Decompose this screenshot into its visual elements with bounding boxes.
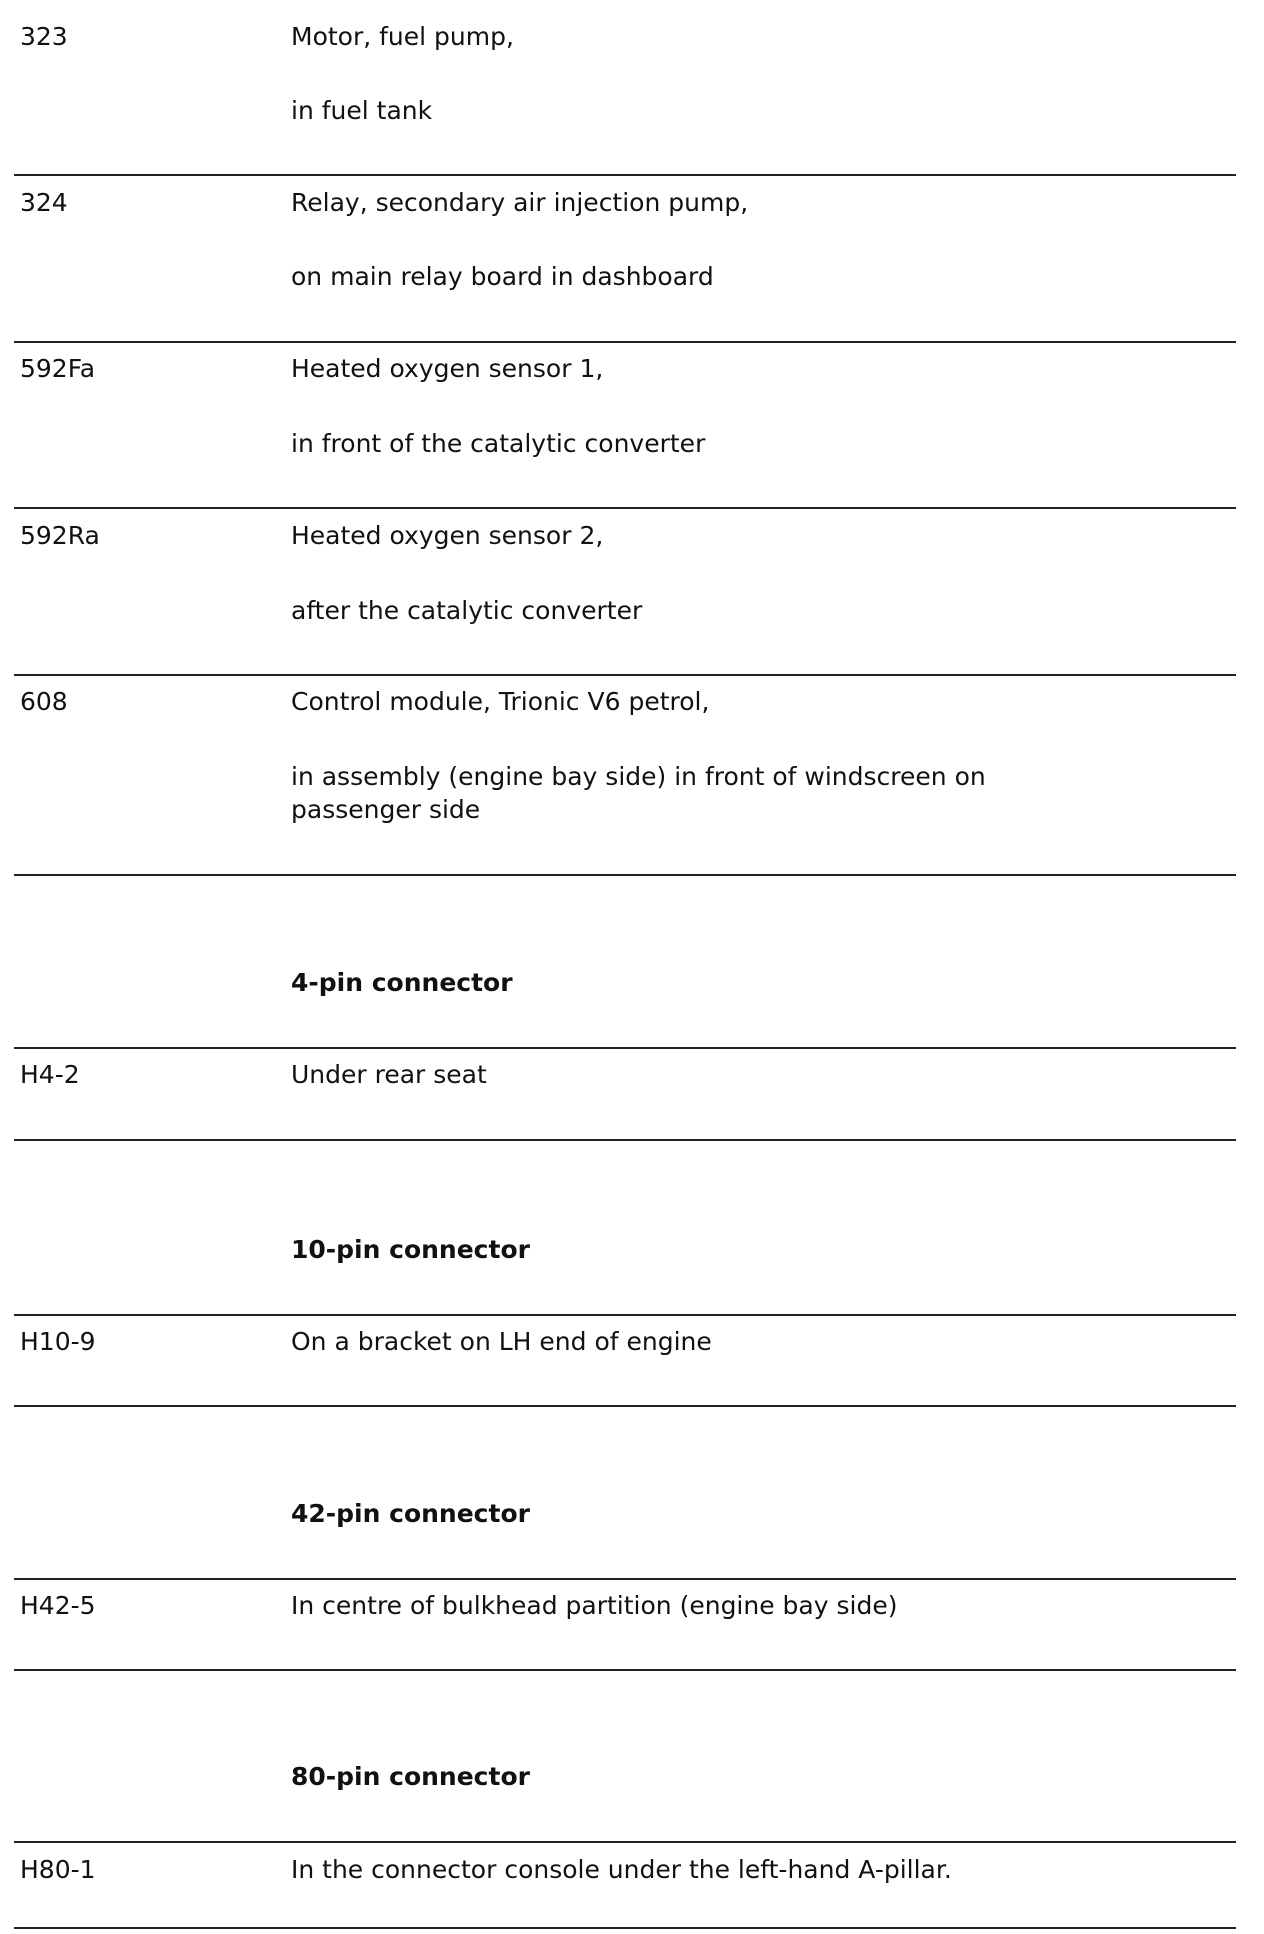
connector-location: Under rear seat [291, 1060, 487, 1089]
row-divider [14, 1578, 1236, 1580]
entry-location-line: in front of the catalytic converter [291, 429, 706, 458]
entry-location-line: on main relay board in dashboard [291, 262, 714, 291]
row-divider [14, 507, 1236, 509]
entry-location-line: after the catalytic converter [291, 596, 643, 625]
entry-location-line: in assembly (engine bay side) in front of windscreen on passenger side [291, 762, 986, 824]
entry-location-line: in fuel tank [291, 96, 433, 125]
entry-code: 608 [20, 687, 68, 716]
row-divider [14, 341, 1236, 343]
connector-code: H80-1 [20, 1855, 96, 1884]
connector-code: H10-9 [20, 1327, 96, 1356]
connector-code: H4-2 [20, 1060, 80, 1089]
section-heading: 10-pin connector [291, 1235, 530, 1264]
entry-code: 592Fa [20, 354, 96, 383]
row-divider [14, 174, 1236, 176]
entry-code: 324 [20, 188, 68, 217]
connector-code: H42-5 [20, 1591, 96, 1620]
entry-code: 323 [20, 22, 68, 51]
row-divider [14, 1405, 1236, 1407]
row-divider [14, 674, 1236, 676]
entry-description-line: Heated oxygen sensor 1, [291, 354, 604, 383]
row-divider [14, 1669, 1236, 1671]
row-divider [14, 874, 1236, 876]
section-heading: 80-pin connector [291, 1762, 530, 1791]
entry-description-line: Heated oxygen sensor 2, [291, 521, 604, 550]
entry-description-line: Control module, Trionic V6 petrol, [291, 687, 710, 716]
row-divider [14, 1841, 1236, 1843]
entry-code: 592Ra [20, 521, 100, 550]
connector-location: On a bracket on LH end of engine [291, 1327, 712, 1356]
row-divider [14, 1314, 1236, 1316]
row-divider [14, 1139, 1236, 1141]
section-heading: 42-pin connector [291, 1499, 530, 1528]
connector-location: In centre of bulkhead partition (engine bay side) [291, 1591, 898, 1620]
entry-description-line: Relay, secondary air injection pump, [291, 188, 749, 217]
row-divider [14, 1047, 1236, 1049]
section-heading: 4-pin connector [291, 968, 513, 997]
row-divider [14, 1927, 1236, 1929]
connector-location: In the connector console under the left-hand A-pillar. [291, 1855, 952, 1884]
entry-description-line: Motor, fuel pump, [291, 22, 514, 51]
